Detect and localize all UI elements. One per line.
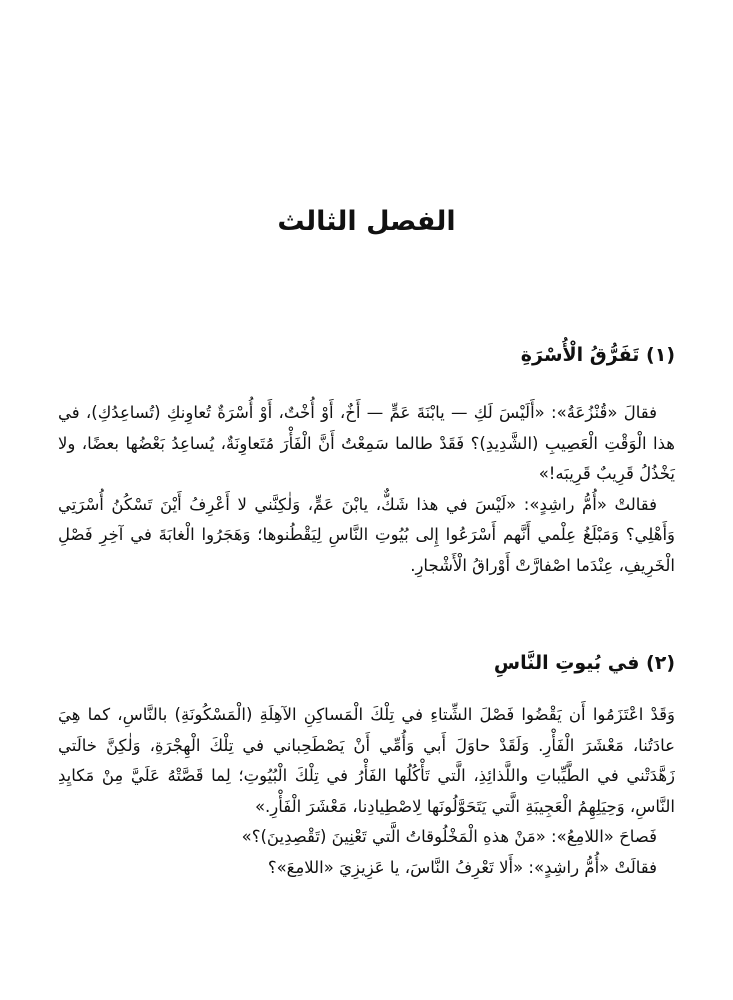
section-1-body [58, 398, 675, 581]
paragraph: فقالَ «قُنْزُعَةُ»: «أَلَيْسَ لَكِ — يابْنَةَ عَمٍّ — أَخٌ، أَوْ أُخْتٌ، أَوْ أُسْرَةٌ تُعاوِنكِ (تُساعِدُكِ)، في هذا الْوَقْتِ الْعَصِيبِ (الشَّدِيدِ)؟ فَقَدْ طالما سَمِعْتُ أَنَّ الْفَأْرَ مُتَعاوِنَةٌ، يُساعِدُ بَعْضُها بعضًا، ولا يَخْذُلُ قَرِيبٌ قَرِيبَه!» [58, 403, 675, 483]
chapter-title: الفصل الثالث [277, 206, 456, 237]
section-heading-1: (١) تَفَرُّقُ الْأُسْرَةِ [520, 344, 675, 366]
paragraph: فقالَتْ «أُمُّ راشِدٍ»: «أَلا تَعْرِفُ النَّاسَ، يا عَزِيزِيَ «اللامِعَ»؟ [267, 857, 657, 877]
section-2-body [58, 700, 675, 883]
paragraph: وَقَدْ اعْتَزَمُوا أَن يَقْضُوا فَصْلَ الشِّتاءِ في تِلْكَ الْمَساكِنِ الآهِلَةِ (الْمَسْكُونَةِ) بالنَّاسِ، كما هِيَ عادَتُنا، مَعْشَرَ الْفَأْرِ. وَلَقَدْ حاوَلَ أَبي وَأُمِّي أَنْ يَصْطَحِباني في تِلْكَ الْهِجْرَةِ، وَلٰكِنَّ خالَتي زَهَّدَتْني في الطَّيِّباتِ واللَّذائِذِ، الَّتي تَأْكُلُها الفَأْرُ في تِلْكَ الْبُيُوتِ؛ لِما قَصَّتْهُ عَلَيَّ مِنْ مَكايِدِ النَّاسِ، وَحِيَلِهِمُ الْعَجِيبَةِ الَّتي يَتَحَوَّلُونَها لِاصْطِيادِنا، مَعْشَرَ الْفَأْرِ.» [58, 705, 675, 816]
paragraph: فقالتْ «أُمُّ راشِدٍ»: «لَيْسَ في هذا شَكٌّ، يابْنَ عَمٍّ، وَلٰكِنَّني لا أَعْرِفُ أَيْنَ تَسْكُنُ أُسْرَتِي وَأَهْلِي؟ وَمَبْلَغُ عِلْمي أَنَّهم أَسْرَعُوا إِلى بُيُوتِ النَّاسِ لِيَقْطُنوها؛ وَهَجَرُوا الْغابَةَ في آخِرِ فَصْلِ الْخَرِيفِ، عِنْدَما اصْفارَّتْ أَوْراقُ الْأَشْجارِ. [58, 494, 675, 575]
section-heading-2: (٢) في بُيوتِ النَّاسِ [493, 652, 675, 674]
paragraph: فَصاحَ «اللامِعُ»: «مَنْ هذهِ الْمَخْلُوقاتُ الَّتي تَعْنِينَ (تَقْصِدِينَ)؟» [241, 827, 657, 846]
